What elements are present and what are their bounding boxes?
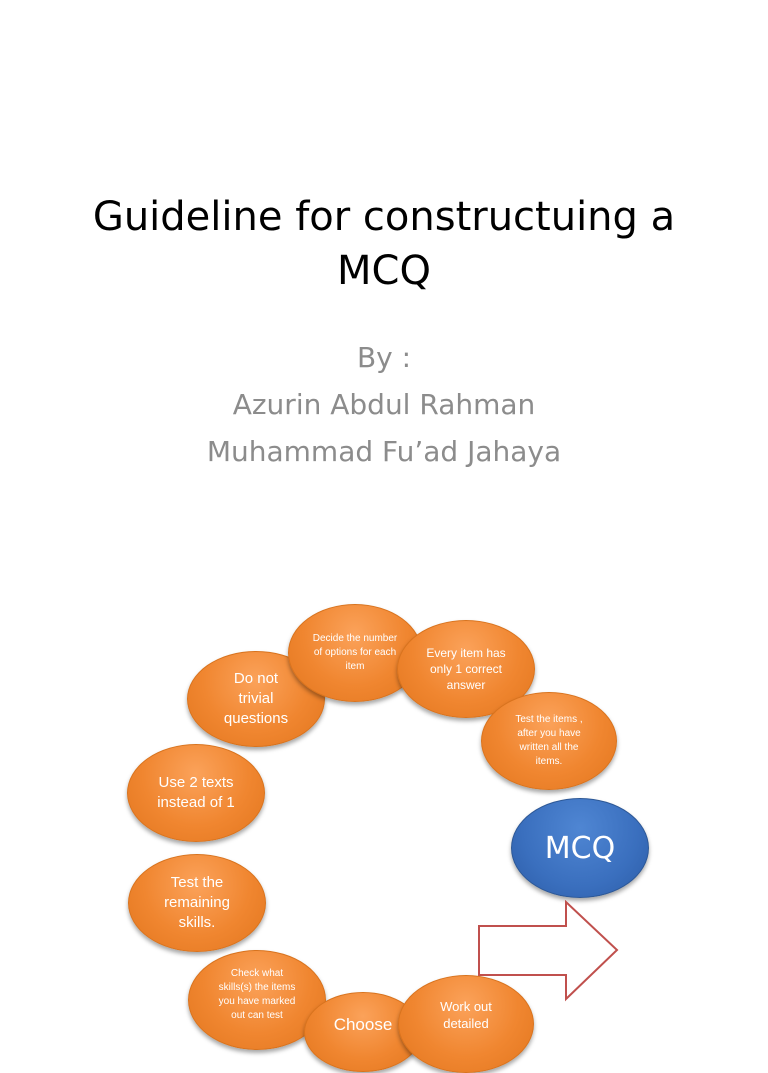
- bubble-check-skills: Check what skills(s) the items you have marked out can test: [188, 950, 326, 1050]
- bubble-work-out: Work out detailed: [398, 975, 534, 1073]
- subtitle-author-2: Muhammad Fu’ad Jahaya: [206, 435, 562, 468]
- bubble-test-items: Test the items , after you have written all the items.: [481, 692, 617, 790]
- slide-subtitle: [60, 334, 708, 475]
- bubble-decide-options: Decide the number of options for each item: [288, 604, 422, 702]
- right-arrow-icon: [478, 900, 620, 1004]
- center-mcq: MCQ: [511, 798, 649, 898]
- subtitle-by: By :: [356, 341, 412, 374]
- slide-title: [60, 190, 708, 298]
- bubble-choose: Choose: [304, 992, 422, 1072]
- bubble-remaining-skills: Test the remaining skills.: [128, 854, 266, 952]
- subtitle-author-1: Azurin Abdul Rahman: [232, 388, 536, 421]
- title-line-2: MCQ: [337, 248, 431, 294]
- bubble-one-correct: Every item has only 1 correct answer: [397, 620, 535, 718]
- bubble-two-texts: Use 2 texts instead of 1: [127, 744, 265, 842]
- bubble-do-not-trivial: Do not trivial questions: [187, 651, 325, 747]
- title-line-1: Guideline for constructuing a: [92, 194, 676, 240]
